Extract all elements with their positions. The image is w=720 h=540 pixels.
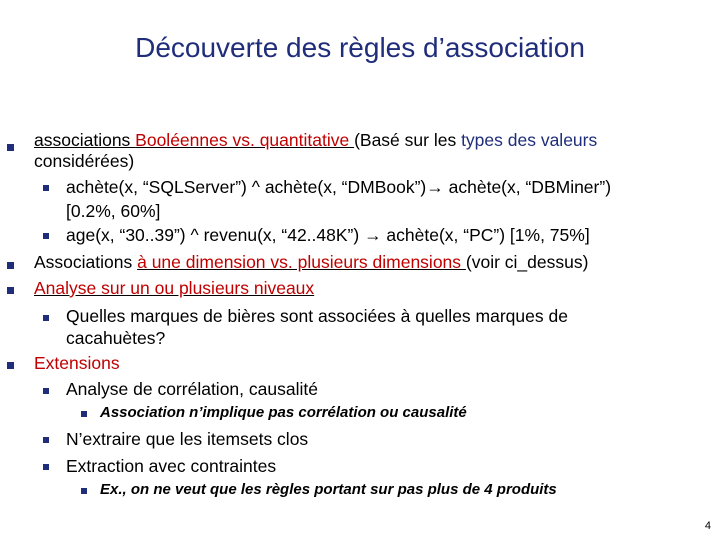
arrow-icon: → [364,225,382,245]
bullet-square-icon [7,287,14,294]
sub-bullet-square-icon [43,315,49,321]
sub-sub-bullet-4-3-1: Ex., on ne veut que les règles portant sur pas plus de 4 produits [100,481,557,498]
sub-bullet-3-1-line-2: cacahuètes? [66,328,166,348]
text-booleennes-quantitative: Booléennes vs. quantitative [135,130,355,150]
sub-bullet-4-1: Analyse de corrélation, causalité [66,379,318,399]
sub-bullet-square-icon [43,388,49,394]
text-base-sur: (Basé sur les [354,130,462,150]
slide-title: Découverte des règles d’association [135,32,585,63]
text-associations: associations [34,130,136,150]
sub-bullet-4-3: Extraction avec contraintes [66,456,277,476]
rule-1-antecedent: achète(x, “SQLServer”) ^ achète(x, “DMBook”) [66,177,427,197]
sub-bullet-1-1-line-1 [66,177,611,197]
bullet-3: Analyse sur un ou plusieurs niveaux [34,278,315,298]
sub-sub-bullet-square-icon [81,488,87,494]
bullet-1-line-2: considérées) [34,151,135,171]
bullet-2 [34,252,588,272]
text-voir-ci-dessus: (voir ci_dessus) [465,252,589,272]
arrow-icon: → [426,177,444,197]
bullet-1-line-1 [34,130,597,150]
text-associations-2: Associations [34,252,138,272]
sub-bullet-4-2: N’extraire que les itemsets clos [66,429,309,449]
sub-bullet-square-icon [43,185,49,191]
text-types-valeurs: types des valeurs [461,130,598,150]
sub-bullet-square-icon [43,437,49,443]
sub-bullet-1-1-line-2: [0.2%, 60%] [66,201,161,221]
sub-sub-bullet-4-1-1: Association n’implique pas corrélation ou causalité [100,404,467,421]
bullet-4: Extensions [34,353,120,373]
rule-2-consequent: achète(x, “PC”) [1%, 75%] [381,225,590,245]
sub-bullet-square-icon [43,233,49,239]
page-number: 4 [704,520,711,532]
rule-2-antecedent: age(x, “30..39”) ^ revenu(x, “42..48K”) [66,225,365,245]
sub-bullet-1-2 [66,225,590,245]
bullet-square-icon [7,262,14,269]
text-dimension: à une dimension vs. plusieurs dimensions [137,252,466,272]
sub-bullet-square-icon [43,464,49,470]
sub-sub-bullet-square-icon [81,411,87,417]
bullet-square-icon [7,144,14,151]
sub-bullet-3-1-line-1: Quelles marques de bières sont associées à quelles marques de [66,306,568,326]
rule-1-consequent: achète(x, “DBMiner”) [443,177,612,197]
bullet-square-icon [7,362,14,369]
